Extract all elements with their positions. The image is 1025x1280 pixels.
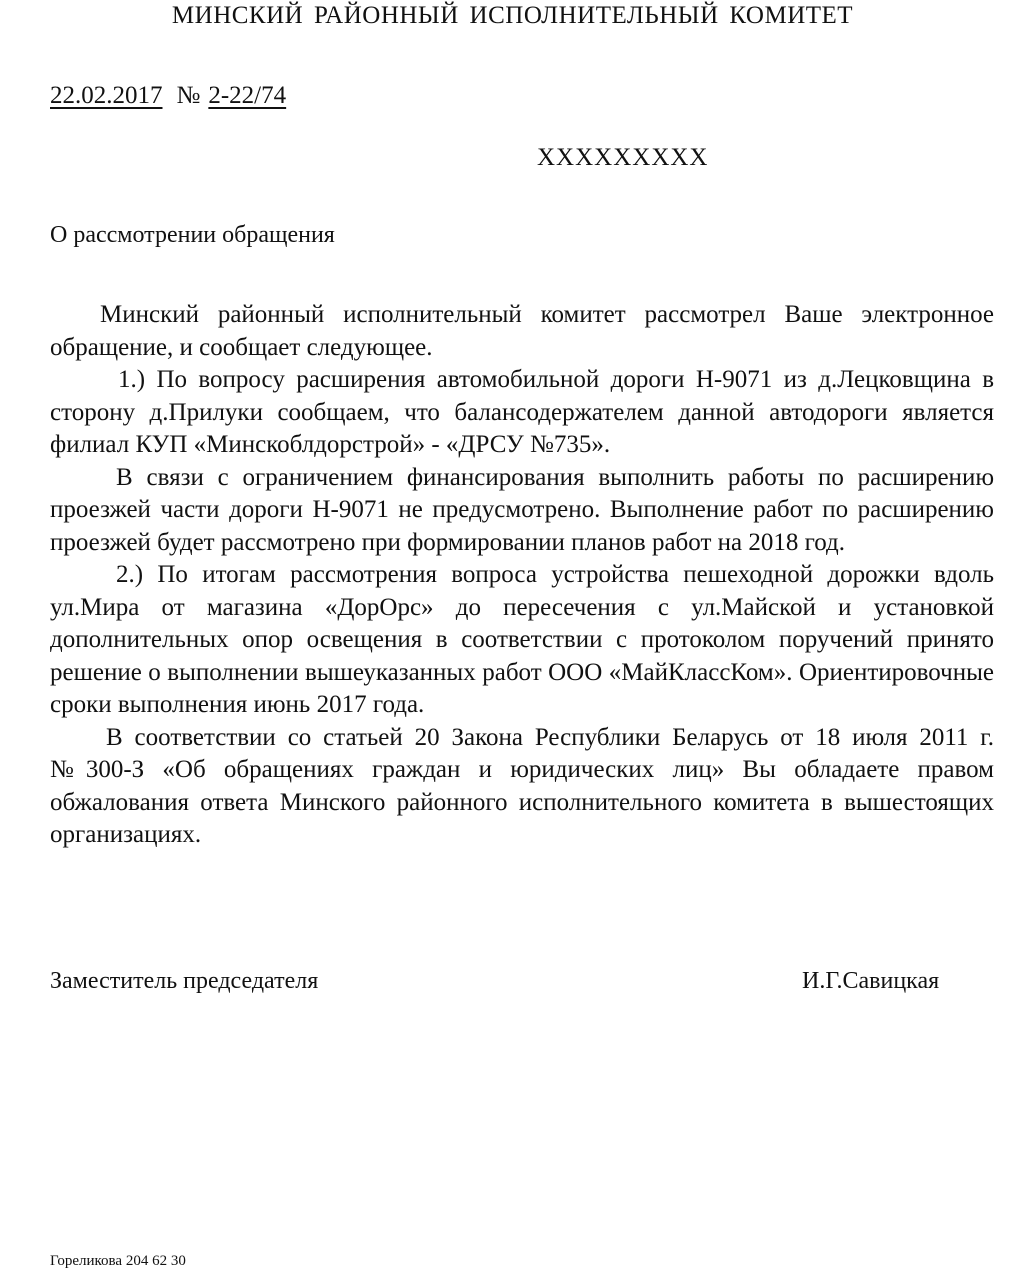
reference-date: 22.02.2017 [50,82,163,109]
signatory-position: Заместитель председателя [50,968,319,994]
signatory-name: И.Г.Савицкая [802,968,940,994]
body-paragraph: Минский районный исполнительный комитет рассмотрел Ваше электронное обращение, и сообщает следующее. [50,301,994,361]
body-paragraph: В соответствии со статьей 20 Закона Республики Беларусь от 18 июля 2011 г. №300-З «Об обращениях граждан и юридических лиц» Вы обладаете правом обжалования ответа Минского районного исполнительного комитета в вышестоящих организациях. [50,723,994,848]
subject-line: О рассмотрении обращения [50,222,335,248]
body-paragraph: В связи с ограничением финансирования выполнить работы по расширению проезжей части дороги Н-9071 не предусмотрено. Выполнение работ по расширению проезжей будет рассмотрено при формировании планов работ на 2018 год. [50,463,994,556]
executor-note: Гореликова 204 62 30 [50,1253,186,1269]
reference-number: 2-22/74 [208,82,287,109]
letter-body [50,299,994,852]
reference-number-sign: № [176,82,201,109]
body-paragraph: 1.) По вопросу расширения автомобильной дороги Н-9071 из д.Лецковщина в сторону д.Прилуки сообщаем, что балансодержателем данной автодороги является филиал КУП «Минскоблдорстрой» - «ДРСУ №735». [50,366,994,458]
organization-header: МИНСКИЙ РАЙОННЫЙ ИСПОЛНИТЕЛЬНЫЙ КОМИТЕТ [171,2,854,29]
addressee: XXXXXXXXX [537,144,709,171]
reference-line [50,82,286,110]
body-paragraph: 2.) По итогам рассмотрения вопроса устройства пешеходной дорожки вдоль ул.Мира от магазина «ДорОрс» до пересечения с ул.Майской и установкой дополнительных опор освещения в соответствии с протоколом поручений принято решение о выполнении вышеуказанных работ ООО «МайКлассКом». Ориентировочные сроки выполнения июнь 2017 года. [50,561,994,718]
